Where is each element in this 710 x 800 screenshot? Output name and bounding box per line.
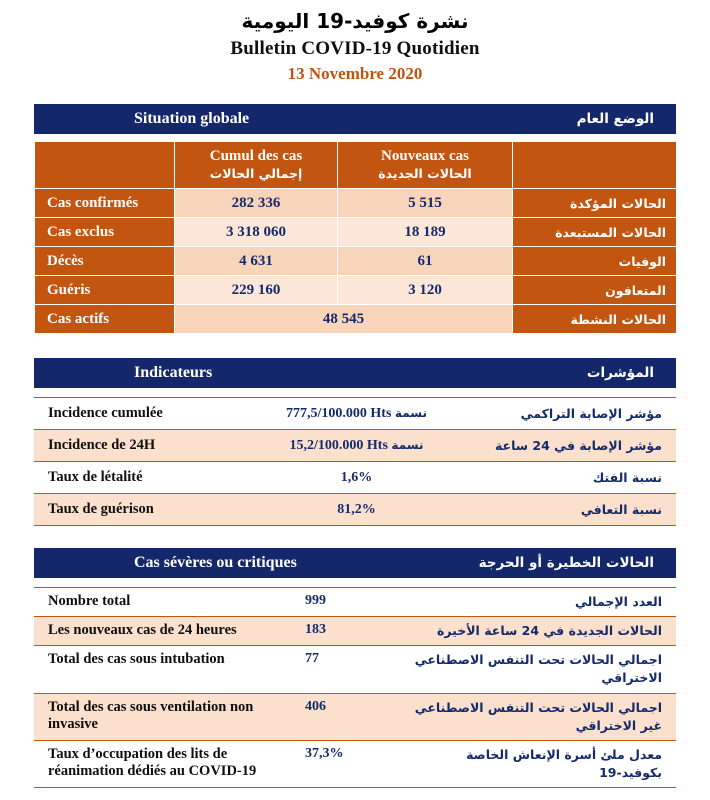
indicator-label-taux-guerison-ar: نسبة التعافي	[464, 494, 676, 526]
indicateurs-title-french: Indicateurs	[134, 364, 213, 381]
bulletin-date: 13 Novembre 2020	[287, 64, 423, 83]
table-row	[35, 189, 677, 218]
indicateurs-header-band	[34, 358, 676, 388]
row-label-cas-confirmes: Cas confirmés	[35, 189, 175, 218]
value-cas-exclus-nouveaux: 18 189	[338, 218, 513, 247]
situation-title-arabic: الوضع العام	[576, 111, 654, 127]
column-header-cumul-ar: إجمالي الحالات	[209, 165, 303, 181]
severe-label-taux-occupation-ar: معدل ملئ أسرة الإنعاش الخاصة بكوفيد-19	[399, 740, 676, 787]
severes-table	[34, 587, 676, 788]
indicateurs-table	[34, 397, 676, 526]
column-header-cumul	[175, 142, 338, 189]
indicator-unit-arabic: نسمة	[394, 405, 427, 420]
value-cas-confirmes-nouveaux: 5 515	[338, 189, 513, 218]
severes-header-band	[34, 548, 676, 578]
severe-value-nombre-total: 999	[299, 588, 399, 617]
row-label-gueris: Guéris	[35, 276, 175, 305]
indicator-value-taux-letalite: 1,6%	[249, 462, 464, 494]
indicator-label-incidence-cumulee: Incidence cumulée	[34, 398, 249, 430]
table-row	[34, 617, 676, 646]
indicator-value-incidence-24h	[249, 430, 464, 462]
severe-label-ventilation-non-invasive-ar: اجمالي الحالات تحت التنفس الاصطناعي غير الاختراقي	[399, 693, 676, 740]
page-title-french: Bulletin COVID-19 Quotidien	[230, 38, 480, 59]
row-label-gueris-ar: المتعافون	[513, 276, 677, 305]
row-label-deces: Décès	[35, 247, 175, 276]
indicator-value-number: 777,5/100.000 Hts	[286, 405, 392, 421]
row-label-cas-confirmes-ar: الحالات المؤكدة	[513, 189, 677, 218]
column-header-nouveaux	[338, 142, 513, 189]
column-header-nouveaux-ar: الحالات الجديدة	[378, 165, 472, 181]
table-row-active-cases	[35, 305, 677, 334]
indicator-value-incidence-cumulee	[249, 398, 464, 430]
severe-label-nombre-total-ar: العدد الإجمالي	[399, 588, 676, 617]
indicator-label-incidence-24h: Incidence de 24H	[34, 430, 249, 462]
situation-title-french: Situation globale	[134, 110, 250, 127]
severe-value-nouveaux-24h: 183	[299, 617, 399, 646]
table-header-row	[35, 142, 677, 189]
table-row	[34, 693, 676, 740]
severe-label-intubation: Total des cas sous intubation	[34, 646, 299, 693]
table-row	[34, 494, 676, 526]
table-row	[35, 276, 677, 305]
indicator-label-incidence-cumulee-ar: مؤشر الإصابة التراكمي	[464, 398, 676, 430]
severe-label-taux-occupation: Taux d’occupation des lits de réanimation dédiés au COVID-19	[34, 740, 299, 787]
section-cas-severes	[34, 548, 676, 788]
severe-label-ventilation-non-invasive: Total des cas sous ventilation non invasive	[34, 693, 299, 740]
row-label-cas-actifs: Cas actifs	[35, 305, 175, 334]
column-header-nouveaux-fr: Nouveaux cas	[381, 148, 469, 165]
table-row	[34, 646, 676, 693]
indicator-label-taux-letalite-ar: نسبة الفتك	[464, 462, 676, 494]
section-situation-globale	[34, 104, 676, 334]
table-row	[35, 218, 677, 247]
situation-table	[34, 141, 677, 334]
value-deces-cumul: 4 631	[175, 247, 338, 276]
severe-label-nombre-total: Nombre total	[34, 588, 299, 617]
severe-label-nouveaux-24h: Les nouveaux cas de 24 heures	[34, 617, 299, 646]
situation-corner-cell	[35, 142, 175, 189]
severe-label-nouveaux-24h-ar: الحالات الجديدة في 24 ساعة الأخيرة	[399, 617, 676, 646]
indicator-label-taux-letalite: Taux de létalité	[34, 462, 249, 494]
value-gueris-cumul: 229 160	[175, 276, 338, 305]
indicator-unit-arabic: نسمة	[391, 437, 424, 452]
value-cas-actifs: 48 545	[175, 305, 513, 334]
row-label-cas-actifs-ar: الحالات النشطة	[513, 305, 677, 334]
row-label-cas-exclus-ar: الحالات المستبعدة	[513, 218, 677, 247]
table-row	[34, 588, 676, 617]
indicator-value-number: 15,2/100.000 Hts	[289, 437, 388, 453]
document-header	[0, 0, 710, 84]
row-label-cas-exclus: Cas exclus	[35, 218, 175, 247]
indicator-label-incidence-24h-ar: مؤشر الإصابة في 24 ساعة	[464, 430, 676, 462]
severes-title-arabic: الحالات الخطيرة أو الحرجة	[478, 555, 654, 571]
page-title-arabic: نشرة كوفيد-19 اليومية	[241, 9, 469, 33]
situation-corner-cell-right	[513, 142, 677, 189]
situation-header-band	[34, 104, 676, 134]
column-header-cumul-fr: Cumul des cas	[209, 148, 303, 165]
value-cas-confirmes-cumul: 282 336	[175, 189, 338, 218]
indicateurs-title-arabic: المؤشرات	[586, 365, 654, 381]
value-gueris-nouveaux: 3 120	[338, 276, 513, 305]
severes-title-french: Cas sévères ou critiques	[134, 554, 297, 571]
section-indicateurs	[34, 358, 676, 526]
table-row	[34, 398, 676, 430]
row-label-deces-ar: الوفيات	[513, 247, 677, 276]
table-row	[34, 740, 676, 787]
value-deces-nouveaux: 61	[338, 247, 513, 276]
indicator-value-taux-guerison: 81,2%	[249, 494, 464, 526]
table-row	[34, 430, 676, 462]
severe-label-intubation-ar: اجمالي الحالات تحت التنفس الاصطناعي الاختراقي	[399, 646, 676, 693]
severe-value-taux-occupation: 37,3%	[299, 740, 399, 787]
severe-value-intubation: 77	[299, 646, 399, 693]
value-cas-exclus-cumul: 3 318 060	[175, 218, 338, 247]
table-row	[35, 247, 677, 276]
table-row	[34, 462, 676, 494]
severe-value-ventilation-non-invasive: 406	[299, 693, 399, 740]
indicator-label-taux-guerison: Taux de guérison	[34, 494, 249, 526]
